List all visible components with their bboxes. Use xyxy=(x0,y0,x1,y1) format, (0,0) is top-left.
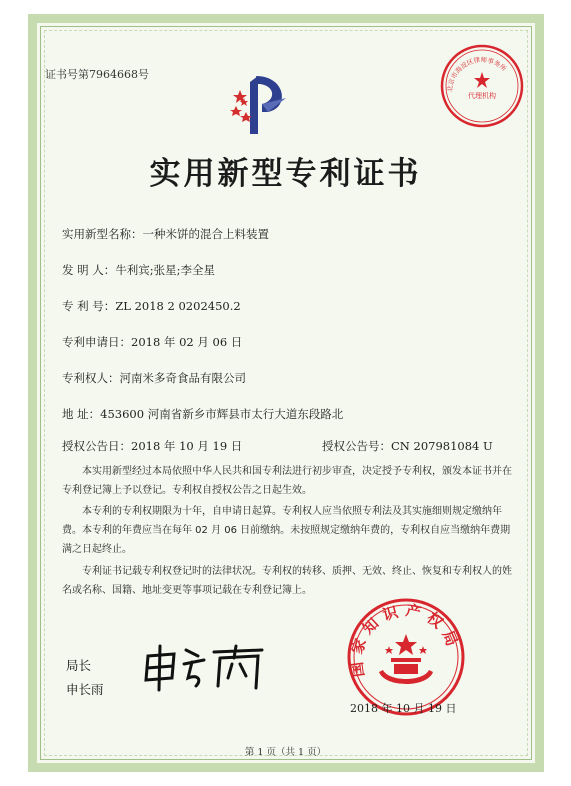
grant-date xyxy=(62,438,242,454)
field-label: 地 址： xyxy=(62,407,101,421)
grant-number-value: CN 207981084 U xyxy=(391,439,493,453)
field-patent-number xyxy=(62,298,241,314)
grant-number-label: 授权公告号： xyxy=(322,439,391,453)
grant-number xyxy=(322,438,493,454)
field-label: 专利申请日： xyxy=(62,335,131,349)
seal-text: 国家知识产权局 xyxy=(347,601,464,679)
grant-date-value: 2018 年 10 月 19 日 xyxy=(131,439,243,453)
field-address xyxy=(62,406,343,422)
handwritten-signature xyxy=(140,644,270,692)
agency-seal-text: 北京市海淀区律师事务所 xyxy=(445,55,508,93)
page-title: 实用新型专利证书 xyxy=(149,156,422,192)
field-utility-model-name xyxy=(62,226,269,242)
page-footer: 第 1 页（共 1 页） xyxy=(244,747,327,758)
certificate-number: 证书号第7964668号 xyxy=(45,68,149,81)
field-label: 专 利 号： xyxy=(62,299,116,313)
field-label: 实用新型名称： xyxy=(62,227,143,241)
field-value: 河南米多奇食品有限公司 xyxy=(119,371,246,385)
seal-date: 2018 年 10 月 19 日 xyxy=(350,702,457,715)
paragraph-term: 本专利的专利权期限为十年，自申请日起算。专利权人应当依照专利法及其实施细则规定缴纳年费。本专利的年费应当在每年 02 月 06 日前缴纳。未按照规定缴纳年费的，专利权自应当缴纳年费期满之日起终止。 xyxy=(62,506,511,555)
field-value: ZL 2018 2 0202450.2 xyxy=(115,299,241,313)
field-label: 专利权人： xyxy=(62,371,120,385)
agency-seal xyxy=(438,42,526,130)
field-application-date xyxy=(62,334,242,350)
field-value: 一种米饼的混合上料装置 xyxy=(142,227,269,241)
signatory-name: 申长雨 xyxy=(66,682,104,697)
agency-seal-inner-text: 代理机构 xyxy=(468,92,496,100)
signatory-title: 局长 xyxy=(66,658,92,673)
paragraph-legal-status: 专利证书记载专利权登记时的法律状况。专利权的转移、质押、无效、终止、恢复和专利权人的姓名或名称、国籍、地址变更等事项记载在专利登记簿上。 xyxy=(62,566,512,596)
paragraph-grant: 本实用新型经过本局依照中华人民共和国专利法进行初步审查，决定授予专利权，颁发本证书并在专利登记簿上予以登记。专利权自授权公告之日起生效。 xyxy=(62,466,512,496)
field-patentee xyxy=(62,370,246,386)
svg-text:北京市海淀区律师事务所 xyxy=(445,55,509,92)
field-label: 发 明 人： xyxy=(62,263,116,277)
field-value: 453600 河南省新乡市辉县市太行大道东段路北 xyxy=(100,407,344,421)
field-value: 2018 年 02 月 06 日 xyxy=(131,335,243,349)
patent-office-logo xyxy=(228,68,294,138)
grant-date-label: 授权公告日： xyxy=(62,439,131,453)
field-value: 牛利宾;张星;李全星 xyxy=(115,263,216,277)
field-inventors xyxy=(62,262,215,278)
